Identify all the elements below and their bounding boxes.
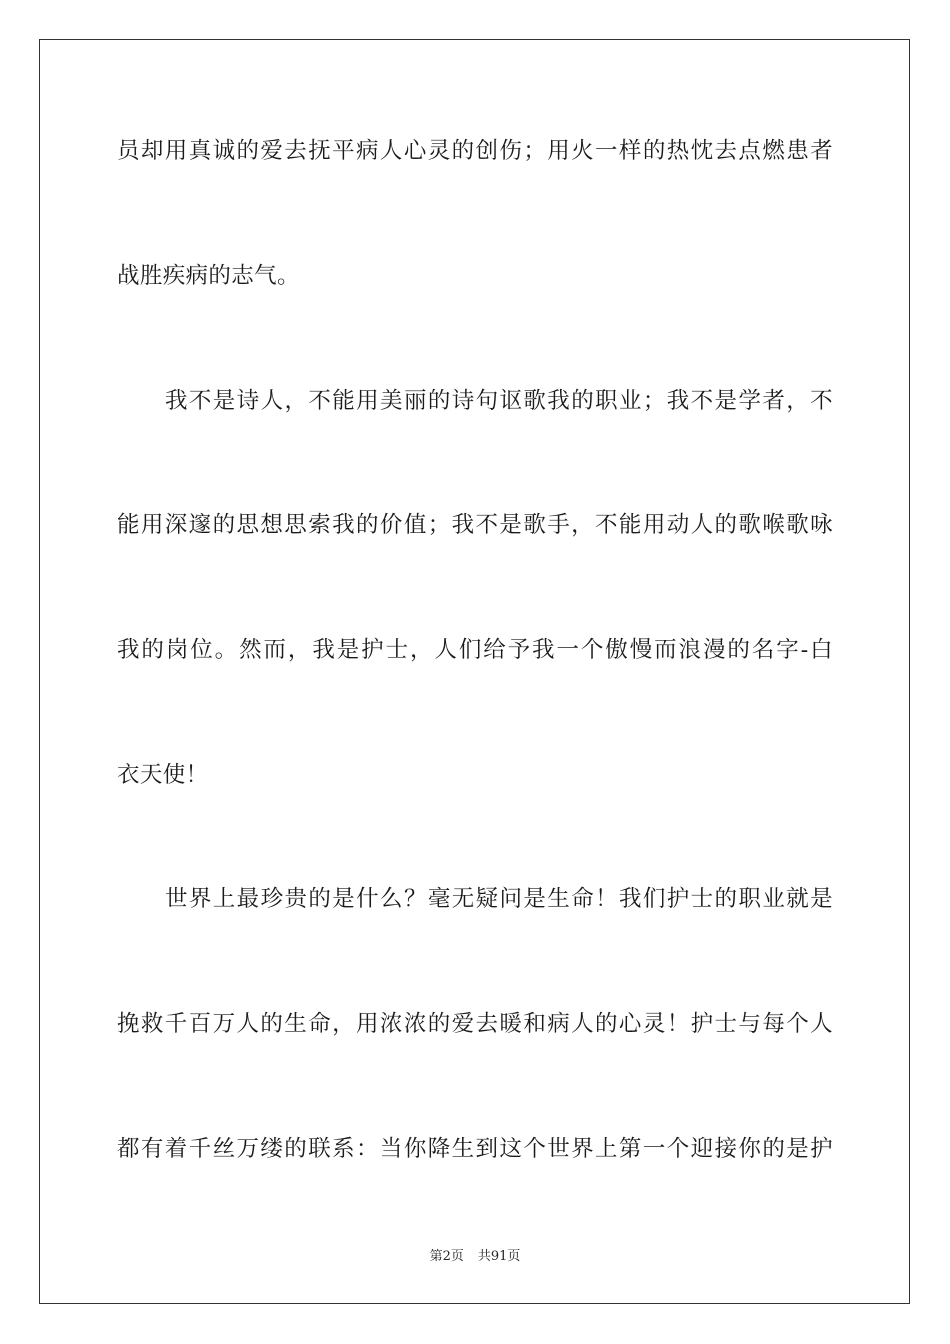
- page-number: 第2页: [429, 1249, 464, 1264]
- text-line: 挽救千百万人的生命，用浓浓的爱去暖和病人的心灵！护士与每个人: [117, 1011, 833, 1037]
- paragraph-first-line: 世界上最珍贵的是什么？毫无疑问是生命！我们护士的职业就是: [165, 886, 833, 912]
- text-line: 我的岗位。然而，我是护士，人们给予我一个傲慢而浪漫的名字-白: [117, 637, 833, 663]
- paragraph-first-line: 我不是诗人，不能用美丽的诗句讴歌我的职业；我不是学者，不: [165, 388, 833, 414]
- text-line: 衣天使！: [117, 762, 209, 788]
- page-border: [39, 39, 910, 1304]
- page-total: 共91页: [477, 1249, 521, 1264]
- text-line: 能用深邃的思想思索我的价值；我不是歌手，不能用动人的歌喉歌咏: [117, 512, 833, 538]
- page-footer: [0, 1245, 950, 1264]
- text-line: 员却用真诚的爱去抚平病人心灵的创伤；用火一样的热忱去点燃患者: [117, 138, 833, 164]
- text-line: 都有着千丝万缕的联系：当你降生到这个世界上第一个迎接你的是护: [117, 1136, 833, 1162]
- text-line: 战胜疾病的志气。: [117, 263, 300, 289]
